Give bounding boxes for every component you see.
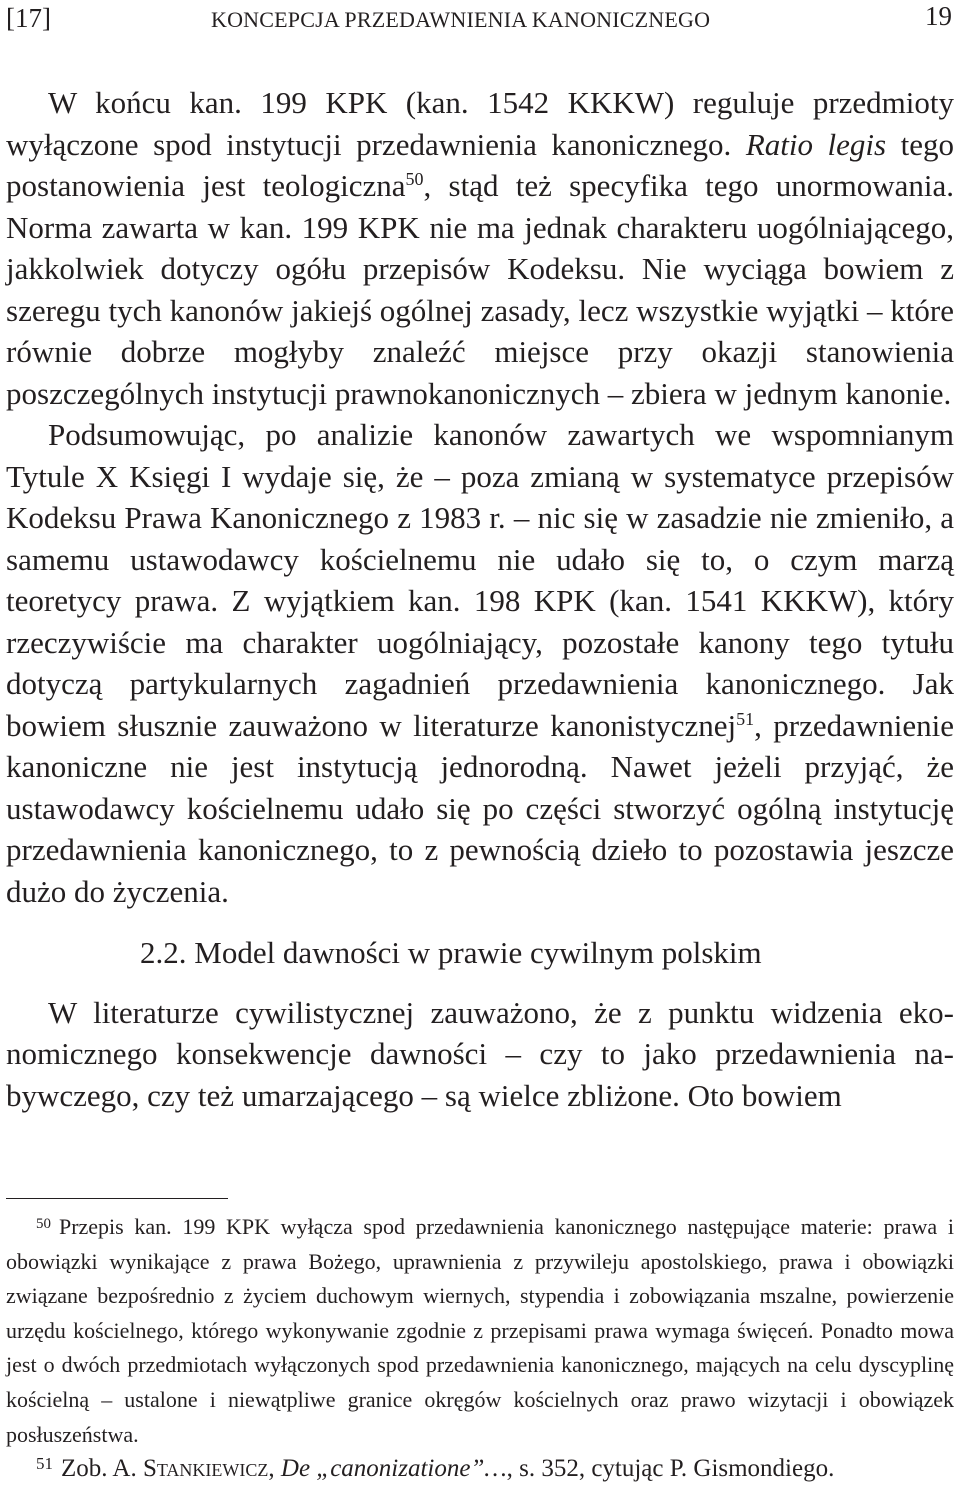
- footnote-separator: [6, 1198, 228, 1199]
- page-number: 19: [925, 1, 952, 31]
- paragraph-3: W literaturze cywilistycznej zauważono, że z punktu widzenia ekonomicznego konsekwencje dawności – czy to jako przedawnienia nabywczego, czy też umarzającego – są wielce zbliżone. Oto bowiem: [6, 994, 954, 1113]
- section-heading: 2.2. Model dawności w prawie cywilnym polskim: [140, 935, 762, 970]
- footnote-50: $^{50}$ Przepis kan. 199 KPK wyłącza spod przedawnienia kanonicznego następujące materie: prawa i obowiązki wynikające z prawa Bożego, uprawnienia z przywileju apostolskiego, prawa i obowiązki związane bezpośrednio z życiem duchowym wiernych, stypendia i zobowiązania mszalne, powierzenie urzędu kościelnego, którego wykonywanie zgodnie z przepisami prawa wymaga święceń. Ponadto mowa jest o dwóch przedmiotach wyłączonych spod przedawnienia kanonicznego, mających na celu dyscyplinę kościelną – ustalone i niewątpliwe granice okręgów kościelnych oraz prawo wizytacji i obowiązek posłuszeństwa.: [6, 1214, 954, 1447]
- section-number: [17]: [6, 3, 51, 33]
- latin-term: Ratio legis: [745, 126, 887, 162]
- footnote-ref-51[interactable]: 51: [736, 708, 755, 729]
- running-header: [6, 0, 956, 40]
- main-text: [6, 82, 954, 1116]
- footnotes: [6, 1210, 954, 1487]
- footnote-50-mark: 50: [36, 1215, 51, 1232]
- running-title: KONCEPCJA PRZEDAWNIENIA KANONICZNEGO: [211, 7, 711, 32]
- footnote-51-mark: 51: [36, 1454, 53, 1474]
- footnote-ref-50[interactable]: 50: [405, 169, 424, 190]
- paragraph-2: Podsumowując, po analizie kanonów zawartych we wspomnianym Tytule X Księgi I wydaje się, że – poza zmianą w systematyce przepisów Kodeksu Prawa Kanonicznego z 1983 r. – nic się w zasadzie nie zmieniło, a samemu ustawodawcy kościelnemu nie udało się to, o czym marzą teoretycy prawa. Z wyjątkiem kan. 198 KPK (kan. 1541 KKKW), który rzeczywiście ma charakter uogólniający, pozostałe kanony tego tytułu dotyczą partykularnych zagadnień przedawnienia kanonicznego. Jak bowiem słusznie zauważono w literaturze kanonistycznej$^{51}$, przedawnienie kanoniczne nie jest instytucją jednorodną. Nawet jeżeli przyjąć, że ustawodawcy kościelnemu udało się po części stworzyć ogólną instytucję przedawnienia kanonicznego, to z pewnością dzieło to pozostawia jeszcze dużo do życzenia.: [6, 417, 954, 909]
- cited-author: Stankiewicz: [142, 1455, 269, 1483]
- cited-title: De „canonizatione”…: [280, 1455, 507, 1483]
- paragraph-1: W końcu kan. 199 KPK (kan. 1542 KKKW) reguluje przedmioty wyłączone spod instytucji przedawnienia kanonicznego. Ratio legis tego postanowienia jest teologiczna$^{50}$, stąd też specyfika tego unormowania. Norma zawarta w kan. 199 KPK nie ma jednak charakteru uogólniającego, jakkolwiek dotyczy ogółu przepisów Kodeksu. Nie wyciąga bowiem z szeregu tych kanonów jakiejś ogólnej zasady, lecz wszystkie wyjątki – które równie dobrze mogłyby znaleźć miejsce przy okazji stanowienia poszczególnych instytucji prawnokanonicznych – zbiera w jednym kanonie.: [6, 85, 955, 411]
- footnote-51: $^{51}$ Zob. A. Stankiewicz, De „canonizatione”…, s. 352, cytując P. Gismondiego.: [36, 1454, 835, 1483]
